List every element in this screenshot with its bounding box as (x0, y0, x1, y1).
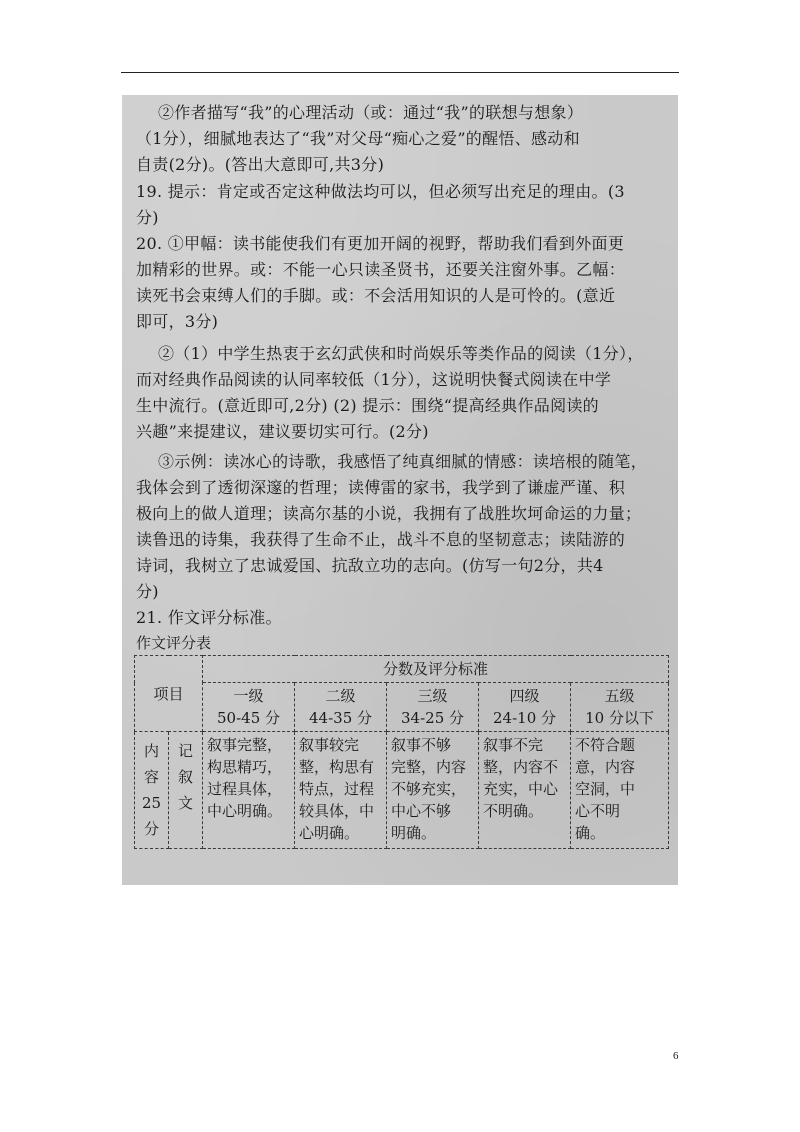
level-1-criteria (203, 732, 295, 849)
content-row (135, 732, 669, 849)
row-label-char: 文 (178, 794, 194, 812)
criteria-line: 较具体，中 (299, 802, 375, 820)
text-line: 极向上的做人道理；读高尔基的小说，我拥有了战胜坎坷命运的力量； (136, 504, 642, 523)
text-line: ②（1）中学生热衷于玄幻武侠和时尚娱乐等类作品的阅读（1分）， (158, 344, 644, 363)
criteria-line: 确。 (575, 824, 606, 842)
criteria-line: 完整，内容 (391, 758, 467, 776)
row-label-content (135, 732, 169, 849)
criteria-line: 整，内容不 (483, 758, 559, 776)
criteria-line: 过程具体， (207, 780, 283, 798)
criteria-line: 中心不够 (391, 802, 452, 820)
level-name: 一级 (233, 687, 264, 705)
level-header (571, 683, 669, 732)
criteria-line: 不够充实， (391, 780, 467, 798)
level-range: 50-45 分 (217, 709, 281, 727)
level-name: 三级 (417, 687, 448, 705)
header-rule (121, 72, 679, 73)
row-label-char: 叙 (178, 768, 194, 786)
text-line: 兴趣”来提建议，建议要切实可行。(2分) (136, 422, 429, 441)
level-header (203, 683, 295, 732)
text-line: 自责(2分)。(答出大意即可,共3分) (136, 155, 385, 174)
essay-grading-table (134, 655, 669, 849)
criteria-line: 充实，中心 (483, 780, 559, 798)
criteria-line: 不明确。 (483, 802, 544, 820)
level-4-criteria (479, 732, 571, 849)
text-line: 即可，3分) (136, 312, 219, 331)
text-line: 我体会到了透彻深邃的哲理；读傅雷的家书，我学到了谦虚严谨、积 (136, 478, 626, 497)
criteria-line: 构思精巧， (207, 758, 283, 776)
criteria-line: 明确。 (391, 824, 437, 842)
level-header (295, 683, 387, 732)
text-line: 而对经典作品阅读的认同率较低（1分），这说明快餐式阅读在中学 (136, 370, 612, 389)
text-line: 20. ①甲幅：读书能使我们有更加开阔的视野，帮助我们看到外面更 (136, 234, 625, 253)
row-label-char: 容 (143, 768, 159, 786)
level-range: 44-35 分 (309, 709, 373, 727)
text-line: ③示例：读冰心的诗歌，我感悟了纯真细腻的情感：读培根的随笔， (158, 452, 648, 471)
criteria-line: 特点，过程 (299, 780, 375, 798)
text-line: 生中流行。(意近即可,2分) (2) 提示：围绕“提高经典作品阅读的 (136, 396, 599, 415)
text-line: 分) (136, 208, 159, 227)
row-label-char: 25 (141, 794, 162, 812)
page-number: 6 (673, 1050, 679, 1062)
level-name: 五级 (604, 687, 635, 705)
level-header (387, 683, 479, 732)
text-line: ②作者描写“我”的心理活动（或：通过“我”的联想与想象） (158, 103, 584, 122)
text-line: 19. 提示：肯定或否定这种做法均可以，但必须写出充足的理由。(3 (136, 182, 625, 201)
criteria-line: 叙事不够 (391, 736, 452, 754)
text-line: （1分），细腻地表达了“我”对父母“痴心之爱”的醒悟、感动和 (136, 129, 580, 148)
level-5-criteria (571, 732, 669, 849)
scanned-answer-sheet (122, 95, 678, 885)
row-label-narrative (169, 732, 203, 849)
level-range: 34-25 分 (401, 709, 465, 727)
level-name: 四级 (509, 687, 540, 705)
criteria-line: 不符合题 (575, 736, 636, 754)
criteria-line: 整，构思有 (299, 758, 375, 776)
text-line: 加精彩的世界。或：不能一心只读圣贤书，还要关注窗外事。乙幅： (136, 260, 626, 279)
criteria-line: 空洞，中 (575, 780, 636, 798)
criteria-line: 叙事较完 (299, 736, 360, 754)
text-line: 读死书会束缚人们的手脚。或：不会活用知识的人是可怜的。(意近 (136, 286, 616, 305)
table-header-row (135, 656, 669, 683)
criteria-line: 心明确。 (299, 824, 360, 842)
item-header: 项目 (135, 656, 203, 732)
level-name: 二级 (325, 687, 356, 705)
criteria-line: 叙事不完 (483, 736, 544, 754)
level-range: 10 分以下 (585, 709, 654, 727)
group-header: 分数及评分标准 (203, 656, 669, 683)
criteria-line: 心不明 (575, 802, 621, 820)
text-line: 诗词，我树立了忠诚爱国、抗敌立功的志向。(仿写一句2分，共4 (136, 556, 604, 575)
row-label-char: 内 (143, 742, 159, 760)
level-2-criteria (295, 732, 387, 849)
text-line: 21. 作文评分标准。 (136, 608, 282, 627)
level-range: 24-10 分 (493, 709, 557, 727)
criteria-line: 意，内容 (575, 758, 636, 776)
row-label-char: 分 (143, 820, 159, 838)
row-label-char: 记 (178, 742, 194, 760)
table-title: 作文评分表 (136, 634, 212, 652)
level-header (479, 683, 571, 732)
level-3-criteria (387, 732, 479, 849)
level-header-row (135, 683, 669, 732)
text-line: 读鲁迅的诗集，我获得了生命不止，战斗不息的坚韧意志；读陆游的 (136, 530, 626, 549)
text-line: 分) (136, 582, 159, 601)
criteria-line: 中心明确。 (207, 802, 283, 820)
criteria-line: 叙事完整， (207, 736, 283, 754)
